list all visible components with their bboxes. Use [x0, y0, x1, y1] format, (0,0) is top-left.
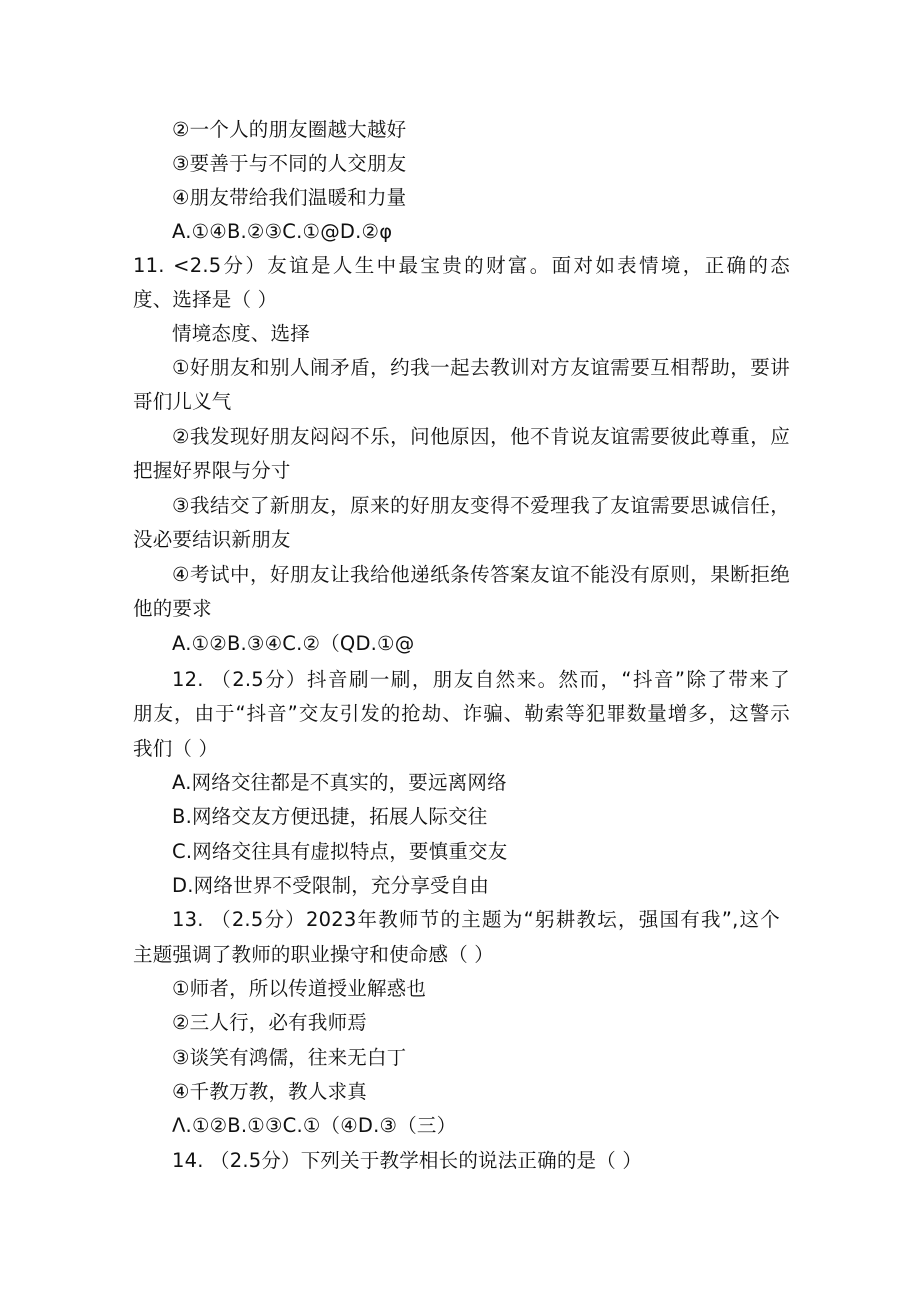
- q12-option-a: A.网络交往都是不真实的，要远离网络: [172, 771, 507, 794]
- q13-item-4: ④千教万教，教人求真: [172, 1080, 367, 1103]
- q12-option-d: D.网络世界不受限制，充分享受自由: [172, 874, 490, 897]
- q13-item-1: ①师者，所以传道授业解惑也: [172, 977, 427, 1000]
- q13-options: Λ.①②B.①③C.①（④D.③（三）: [172, 1114, 457, 1137]
- q13-stem-line-2: 主题强调了教师的职业操守和使命感（ ）: [133, 943, 494, 966]
- q10-item-4: ④朋友带给我们温暖和力量: [172, 186, 407, 209]
- q13-stem-line-1: 13. （2.5分）2023年教师节的主题为“躬耕教坛，强国有我”,这个: [172, 908, 780, 931]
- q11-stem-line-1: 11. <2.5分）友谊是人生中最宝贵的财富。面对如表情境，正确的态: [133, 254, 790, 277]
- q11-row-1-line-2: 哥们儿义气: [133, 390, 232, 413]
- q11-row-1-line-1: ①好朋友和别人闹矛盾，约我一起去教训对方友谊需要互相帮助，要讲: [172, 356, 790, 379]
- q12-option-b: B.网络交友方便迅捷，拓展人际交往: [172, 805, 488, 828]
- q13-item-3: ③谈笑有鸿儒，往来无白丁: [172, 1046, 407, 1069]
- q11-table-header: 情境态度、选择: [172, 322, 310, 345]
- q10-item-2: ②一个人的朋友圈越大越好: [172, 118, 407, 141]
- q14-stem-line-1: 14. （2.5分）下列关于教学相长的说法正确的是（ ）: [172, 1149, 643, 1172]
- q12-option-c: C.网络交往具有虚拟特点，要慎重交友: [172, 840, 508, 863]
- q12-stem-line-3: 我们（ ）: [133, 737, 219, 760]
- q10-options: A.①④B.②③C.①@D.②φ: [172, 220, 393, 243]
- q10-item-3: ③要善于与不同的人交朋友: [172, 152, 407, 175]
- q11-row-3-line-2: 没必要结识新朋友: [133, 528, 291, 551]
- q11-row-3-line-1: ③我结交了新朋友，原来的好朋友变得不爱理我了友谊需要思诚信任，: [172, 494, 790, 517]
- q13-item-2: ②三人行，必有我师焉: [172, 1011, 367, 1034]
- q11-row-2-line-1: ②我发现好朋友闷闷不乐，问他原因，他不肯说友谊需要彼此尊重，应: [172, 425, 790, 448]
- q11-row-2-line-2: 把握好界限与分寸: [133, 459, 291, 482]
- q11-row-4-line-2: 他的要求: [133, 597, 212, 620]
- q12-stem-line-1: 12. （2.5分）抖音刷一刷，朋友自然来。然而，“抖音”除了带来了: [172, 668, 790, 691]
- q12-stem-line-2: 朋友，由于“抖音”交友引发的抢劫、诈骗、勒索等犯罪数量增多，这警示: [133, 702, 790, 725]
- q11-stem-line-2: 度、选择是（ ）: [133, 288, 278, 311]
- q11-row-4-line-1: ④考试中，好朋友让我给他递纸条传答案友谊不能没有原则，果断拒绝: [172, 563, 790, 586]
- q11-options: A.①②B.③④C.②（QD.①@: [172, 632, 415, 655]
